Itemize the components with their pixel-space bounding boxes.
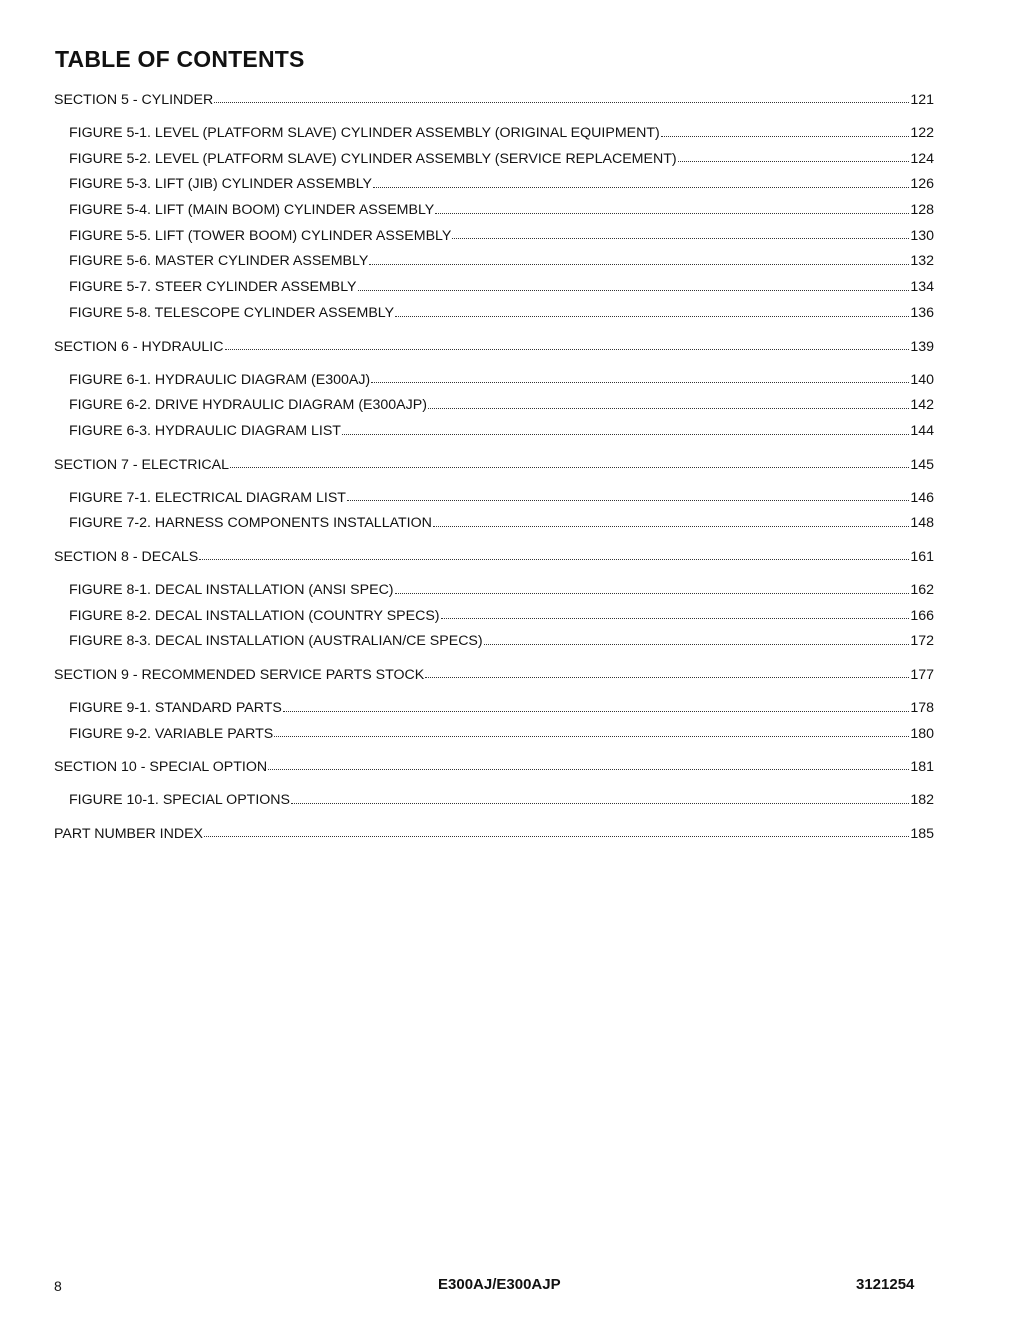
toc-entry-label: FIGURE 8-1. DECAL INSTALLATION (ANSI SPEC) (69, 581, 394, 598)
toc-figure-entry[interactable] (54, 511, 934, 537)
dot-leader (428, 407, 909, 409)
toc-entry-page-number: 128 (910, 202, 934, 219)
toc-section-entry[interactable] (54, 822, 934, 847)
dot-leader (199, 558, 909, 560)
toc-figure-entry[interactable] (54, 172, 934, 198)
toc-entry-label: FIGURE 8-2. DECAL INSTALLATION (COUNTRY SPECS) (69, 607, 440, 624)
toc-section-group (54, 663, 934, 747)
toc-section-entry[interactable] (54, 335, 934, 360)
toc-figure-entry[interactable] (54, 393, 934, 419)
toc-section-entry[interactable] (54, 755, 934, 780)
toc-entry-label: FIGURE 9-1. STANDARD PARTS (69, 700, 282, 716)
toc-section-group (54, 335, 934, 445)
toc-figure-entry[interactable] (54, 249, 934, 275)
toc-entry-page-number: 180 (910, 725, 934, 742)
toc-figure-entry[interactable] (54, 788, 934, 814)
toc-entry-page-number: 122 (910, 125, 934, 141)
toc-entry-label: FIGURE 5-2. LEVEL (PLATFORM SLAVE) CYLINDER ASSEMBLY (SERVICE REPLACEMENT) (69, 150, 677, 167)
toc-figure-entry[interactable] (54, 301, 934, 327)
toc-entry-label: SECTION 9 - RECOMMENDED SERVICE PARTS STOCK (54, 667, 425, 683)
dot-leader (433, 525, 909, 527)
toc-entry-page-number: 148 (910, 515, 934, 532)
toc-entry-label: FIGURE 5-7. STEER CYLINDER ASSEMBLY (69, 279, 357, 296)
toc-entry-label: FIGURE 5-3. LIFT (JIB) CYLINDER ASSEMBLY (69, 176, 372, 193)
toc-figure-entry[interactable] (54, 722, 934, 748)
toc-entry-page-number: 134 (910, 279, 934, 296)
toc-entry-page-number: 181 (910, 759, 934, 776)
dot-leader (268, 768, 909, 770)
toc-entry-label: FIGURE 7-1. ELECTRICAL DIAGRAM LIST (69, 489, 346, 506)
dot-leader (678, 160, 910, 162)
dot-leader (214, 101, 909, 103)
toc-figure-entry[interactable] (54, 198, 934, 224)
dot-leader (291, 802, 909, 804)
dot-leader (435, 212, 909, 214)
toc-entry-label: SECTION 5 - CYLINDER (54, 92, 214, 108)
toc-entry-page-number: 136 (910, 304, 934, 321)
toc-entry-page-number: 144 (910, 422, 934, 439)
toc-figure-entry[interactable] (54, 224, 934, 250)
toc-entry-page-number: 177 (910, 667, 934, 683)
dot-leader (283, 710, 909, 712)
toc-figure-entry[interactable] (54, 419, 934, 445)
toc-section-entry[interactable] (54, 453, 934, 478)
toc-entry-page-number: 121 (910, 92, 934, 108)
dot-leader (373, 186, 909, 188)
toc-entry-page-number: 162 (910, 581, 934, 598)
footer-document-number: 3121254 (856, 1276, 915, 1293)
toc-figure-entry[interactable] (54, 604, 934, 630)
dot-leader (371, 381, 909, 383)
footer-model-name: E300AJ/E300AJP (438, 1276, 561, 1293)
dot-leader (369, 263, 909, 265)
toc-entry-label: FIGURE 5-1. LEVEL (PLATFORM SLAVE) CYLINDER ASSEMBLY (ORIGINAL EQUIPMENT) (69, 125, 660, 141)
toc-entry-page-number: 124 (910, 150, 934, 167)
toc-figure-entry[interactable] (54, 578, 934, 604)
toc-section-group (54, 88, 934, 327)
dot-leader (661, 135, 910, 137)
toc-figure-entry[interactable] (54, 147, 934, 173)
dot-leader (452, 237, 909, 239)
dot-leader (484, 643, 910, 645)
table-of-contents (54, 88, 934, 855)
toc-entry-page-number: 146 (910, 489, 934, 506)
toc-section-entry[interactable] (54, 88, 934, 113)
toc-entry-label: FIGURE 5-4. LIFT (MAIN BOOM) CYLINDER ASSEMBLY (69, 202, 435, 219)
toc-entry-label: FIGURE 6-1. HYDRAULIC DIAGRAM (E300AJ) (69, 371, 371, 388)
toc-entry-label: SECTION 6 - HYDRAULIC (54, 338, 224, 355)
toc-figure-entry[interactable] (54, 275, 934, 301)
toc-section-group (54, 822, 934, 847)
dot-leader (395, 592, 910, 594)
toc-entry-page-number: 161 (910, 548, 934, 565)
toc-figure-entry[interactable] (54, 486, 934, 512)
dot-leader (342, 433, 909, 435)
dot-leader (230, 466, 909, 468)
toc-entry-page-number: 139 (910, 338, 934, 355)
toc-entry-label: PART NUMBER INDEX (54, 826, 203, 843)
toc-entry-page-number: 182 (910, 792, 934, 809)
toc-entry-label: FIGURE 9-2. VARIABLE PARTS (69, 725, 274, 742)
toc-entry-label: FIGURE 10-1. SPECIAL OPTIONS (69, 792, 291, 809)
toc-entry-page-number: 142 (910, 397, 934, 414)
toc-entry-label: SECTION 10 - SPECIAL OPTION (54, 759, 268, 776)
toc-entry-page-number: 166 (910, 607, 934, 624)
dot-leader (425, 676, 909, 678)
toc-entry-label: FIGURE 8-3. DECAL INSTALLATION (AUSTRALIAN/CE SPECS) (69, 633, 483, 650)
toc-entry-page-number: 145 (910, 456, 934, 473)
toc-figure-entry[interactable] (54, 629, 934, 655)
dot-leader (274, 735, 909, 737)
toc-section-entry[interactable] (54, 663, 934, 688)
toc-entry-page-number: 126 (910, 176, 934, 193)
toc-figure-entry[interactable] (54, 368, 934, 394)
dot-leader (395, 315, 909, 317)
toc-figure-entry[interactable] (54, 121, 934, 147)
toc-section-group (54, 545, 934, 655)
toc-entry-label: FIGURE 6-2. DRIVE HYDRAULIC DIAGRAM (E300AJP) (69, 397, 427, 414)
toc-entry-label: FIGURE 7-2. HARNESS COMPONENTS INSTALLATION (69, 515, 432, 532)
toc-entry-label: SECTION 8 - DECALS (54, 548, 199, 565)
toc-entry-label: FIGURE 5-8. TELESCOPE CYLINDER ASSEMBLY (69, 304, 395, 321)
dot-leader (204, 835, 909, 837)
page-footer (0, 1276, 1024, 1296)
page-title: TABLE OF CONTENTS (55, 46, 305, 72)
toc-entry-page-number: 132 (910, 253, 934, 270)
dot-leader (225, 348, 910, 350)
toc-entry-page-number: 172 (910, 633, 934, 650)
footer-page-number: 8 (54, 1278, 62, 1294)
toc-section-entry[interactable] (54, 545, 934, 570)
dot-leader (358, 289, 910, 291)
dot-leader (441, 617, 910, 619)
toc-entry-label: FIGURE 5-5. LIFT (TOWER BOOM) CYLINDER ASSEMBLY (69, 227, 452, 244)
dot-leader (347, 499, 909, 501)
toc-entry-label: SECTION 7 - ELECTRICAL (54, 456, 230, 473)
toc-entry-page-number: 130 (910, 227, 934, 244)
toc-figure-entry[interactable] (54, 696, 934, 722)
toc-entry-label: FIGURE 6-3. HYDRAULIC DIAGRAM LIST (69, 422, 341, 439)
toc-section-group (54, 755, 934, 814)
toc-entry-label: FIGURE 5-6. MASTER CYLINDER ASSEMBLY (69, 253, 369, 270)
toc-section-group (54, 453, 934, 537)
toc-entry-page-number: 140 (910, 371, 934, 388)
toc-entry-page-number: 178 (910, 700, 934, 716)
toc-entry-page-number: 185 (910, 826, 934, 843)
